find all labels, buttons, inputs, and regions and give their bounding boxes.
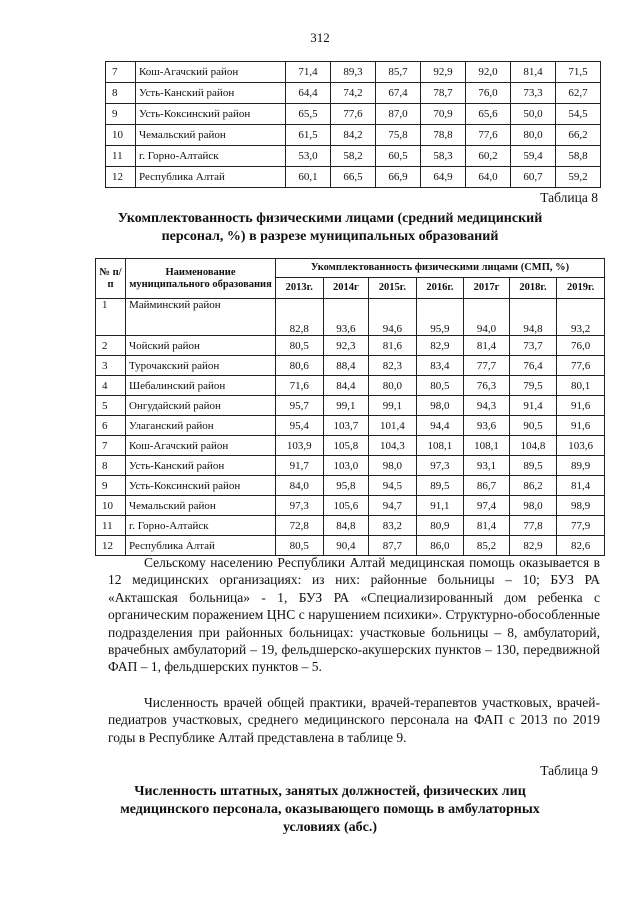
row-number: 7 [106,62,136,83]
value-cell: 80,5 [276,336,324,356]
value-cell: 94,5 [369,476,417,496]
value-cell: 50,0 [511,104,556,125]
year-header: 2019г. [557,278,605,299]
value-cell: 82,9 [509,536,557,556]
value-cell: 81,4 [557,476,605,496]
table-row [106,167,601,188]
value-cell: 105,6 [323,496,369,516]
row-number: 1 [96,299,126,336]
value-cell: 105,8 [323,436,369,456]
value-cell: 104,3 [369,436,417,456]
value-cell: 103,6 [557,436,605,456]
value-cell: 97,4 [464,496,510,516]
row-number: 4 [96,376,126,396]
municipality-name: Шебалинский район [126,376,276,396]
year-header: 2018г. [509,278,557,299]
value-cell: 97,3 [276,496,324,516]
value-cell: 74,2 [331,83,376,104]
value-cell: 58,8 [556,146,601,167]
value-cell: 82,9 [416,336,464,356]
value-cell: 108,1 [464,436,510,456]
value-cell: 94,8 [509,299,557,336]
table8-label: Таблица 8 [540,190,598,205]
value-cell: 60,2 [466,146,511,167]
value-cell: 90,5 [509,416,557,436]
value-cell: 76,4 [509,356,557,376]
value-cell: 83,2 [369,516,417,536]
value-cell: 80,1 [557,376,605,396]
value-cell: 61,5 [286,125,331,146]
table-row [96,536,605,556]
value-cell: 94,3 [464,396,510,416]
value-cell: 92,0 [466,62,511,83]
municipality-name: Усть-Канский район [136,83,286,104]
table-row [96,356,605,376]
value-cell: 71,5 [556,62,601,83]
value-cell: 72,8 [276,516,324,536]
value-cell: 86,0 [416,536,464,556]
municipality-name: Майминский район [126,299,276,336]
value-cell: 85,2 [464,536,510,556]
value-cell: 80,9 [416,516,464,536]
value-cell: 89,5 [509,456,557,476]
row-number: 6 [96,416,126,436]
table-row [106,62,601,83]
value-cell: 89,5 [416,476,464,496]
value-cell: 90,4 [323,536,369,556]
table-row [96,436,605,456]
value-cell: 99,1 [369,396,417,416]
value-cell: 94,4 [416,416,464,436]
value-cell: 70,9 [421,104,466,125]
value-cell: 67,4 [376,83,421,104]
value-cell: 71,4 [286,62,331,83]
header-group: Укомплектованность физическими лицами (СМП, %) [276,259,605,278]
value-cell: 80,5 [416,376,464,396]
header-name: Наименование муниципального образования [126,259,276,299]
value-cell: 93,6 [464,416,510,436]
value-cell: 60,7 [511,167,556,188]
header-num: № п/п [96,259,126,299]
paragraph-staff: Численность врачей общей практики, врачей-терапевтов участковых, врачей-педиатров участковых, среднего медицинского персонала на ФАП с 2013 по 2019 годы в Республике Алтай представлена в таблице 9. [108,695,600,745]
value-cell: 84,0 [276,476,324,496]
table-row [106,104,601,125]
value-cell: 77,6 [331,104,376,125]
value-cell: 82,6 [557,536,605,556]
value-cell: 80,0 [511,125,556,146]
value-cell: 80,0 [369,376,417,396]
municipality-name: Онгудайский район [126,396,276,416]
value-cell: 66,2 [556,125,601,146]
value-cell: 82,3 [369,356,417,376]
value-cell: 95,7 [276,396,324,416]
value-cell: 64,4 [286,83,331,104]
municipality-name: Чемальский район [126,496,276,516]
value-cell: 91,4 [509,396,557,416]
year-header: 2017г [464,278,510,299]
row-number: 9 [96,476,126,496]
value-cell: 78,8 [421,125,466,146]
value-cell: 85,7 [376,62,421,83]
value-cell: 53,0 [286,146,331,167]
value-cell: 91,7 [276,456,324,476]
value-cell: 94,7 [369,496,417,516]
municipality-name: Республика Алтай [136,167,286,188]
value-cell: 65,5 [286,104,331,125]
municipality-name: Кош-Агачский район [126,436,276,456]
value-cell: 79,5 [509,376,557,396]
value-cell: 91,6 [557,396,605,416]
value-cell: 108,1 [416,436,464,456]
value-cell: 76,0 [557,336,605,356]
value-cell: 89,3 [331,62,376,83]
value-cell: 91,6 [557,416,605,436]
value-cell: 101,4 [369,416,417,436]
table8-title: Укомплектованность физическими лицами (средний медицинский персонал, %) в разрезе муниципальных образований [117,211,543,244]
value-cell: 94,0 [464,299,510,336]
value-cell: 59,2 [556,167,601,188]
table-row [96,336,605,356]
value-cell: 86,7 [464,476,510,496]
value-cell: 99,1 [323,396,369,416]
value-cell: 98,9 [557,496,605,516]
row-number: 12 [96,536,126,556]
table-row [96,396,605,416]
value-cell: 80,6 [276,356,324,376]
row-number: 12 [106,167,136,188]
municipality-name: Кош-Агачский район [136,62,286,83]
value-cell: 54,5 [556,104,601,125]
value-cell: 87,7 [369,536,417,556]
value-cell: 73,3 [511,83,556,104]
row-number: 3 [96,356,126,376]
municipality-name: Усть-Коксинский район [136,104,286,125]
row-number: 7 [96,436,126,456]
value-cell: 98,0 [416,396,464,416]
value-cell: 92,9 [421,62,466,83]
value-cell: 81,4 [464,516,510,536]
municipality-name: г. Горно-Алтайск [136,146,286,167]
value-cell: 65,6 [466,104,511,125]
value-cell: 88,4 [323,356,369,376]
year-header: 2015г. [369,278,417,299]
value-cell: 94,6 [369,299,417,336]
value-cell: 83,4 [416,356,464,376]
municipality-name: Усть-Коксинский район [126,476,276,496]
value-cell: 84,4 [323,376,369,396]
table-row [96,496,605,516]
continued-table [105,61,601,188]
page-number: 312 [310,30,330,45]
municipality-name: г. Горно-Алтайск [126,516,276,536]
row-number: 10 [106,125,136,146]
value-cell: 77,6 [466,125,511,146]
value-cell: 103,0 [323,456,369,476]
table-row [96,516,605,536]
table-row [106,125,601,146]
value-cell: 66,5 [331,167,376,188]
table-row [106,146,601,167]
value-cell: 71,6 [276,376,324,396]
row-number: 11 [96,516,126,536]
value-cell: 76,0 [466,83,511,104]
value-cell: 86,2 [509,476,557,496]
value-cell: 89,9 [557,456,605,476]
value-cell: 60,1 [286,167,331,188]
row-number: 5 [96,396,126,416]
value-cell: 81,6 [369,336,417,356]
value-cell: 58,2 [331,146,376,167]
value-cell: 84,8 [323,516,369,536]
row-number: 9 [106,104,136,125]
table-row [96,376,605,396]
row-number: 8 [106,83,136,104]
year-header: 2016г. [416,278,464,299]
value-cell: 77,9 [557,516,605,536]
year-header: 2014г [323,278,369,299]
table8 [95,258,605,556]
value-cell: 64,9 [421,167,466,188]
row-number: 11 [106,146,136,167]
value-cell: 81,4 [464,336,510,356]
value-cell: 78,7 [421,83,466,104]
municipality-name: Турочакский район [126,356,276,376]
municipality-name: Чемальский район [136,125,286,146]
value-cell: 80,5 [276,536,324,556]
row-number: 10 [96,496,126,516]
table-row [96,476,605,496]
year-header: 2013г. [276,278,324,299]
row-number: 2 [96,336,126,356]
table9-title: Численность штатных, занятых должностей, физических лиц медицинского персонала, оказывающего помощь в амбулаторных условиях (абс.) [120,784,540,835]
table-row [106,83,601,104]
value-cell: 95,8 [323,476,369,496]
table9-label: Таблица 9 [540,763,598,778]
value-cell: 77,8 [509,516,557,536]
value-cell: 98,0 [369,456,417,476]
value-cell: 95,9 [416,299,464,336]
paragraph-rural-care: Сельскому населению Республики Алтай медицинская помощь оказывается в 12 медицинских организациях: из них: районные больницы – 10; БУЗ РА «Акташская больница» - 1, БУЗ РА «Специализированный дом ребенка с органическим поражением ЦНС с нарушением психики». Структурно-обособленные подразделения при районных больницах: участковые больницы – 8, амбулаторий, врачебных амбулаторий – 19, фельдшерско-акушерских пунктов – 130, передвижной ФАП – 1, фельдшерских пунктов – 5. [108,555,600,675]
value-cell: 59,4 [511,146,556,167]
value-cell: 93,2 [557,299,605,336]
value-cell: 92,3 [323,336,369,356]
value-cell: 104,8 [509,436,557,456]
municipality-name: Усть-Канский район [126,456,276,476]
value-cell: 84,2 [331,125,376,146]
table-row [96,416,605,436]
value-cell: 87,0 [376,104,421,125]
municipality-name: Республика Алтай [126,536,276,556]
value-cell: 98,0 [509,496,557,516]
value-cell: 103,7 [323,416,369,436]
value-cell: 103,9 [276,436,324,456]
value-cell: 62,7 [556,83,601,104]
table-row [96,456,605,476]
value-cell: 95,4 [276,416,324,436]
value-cell: 66,9 [376,167,421,188]
value-cell: 58,3 [421,146,466,167]
value-cell: 93,6 [323,299,369,336]
value-cell: 93,1 [464,456,510,476]
value-cell: 60,5 [376,146,421,167]
value-cell: 81,4 [511,62,556,83]
municipality-name: Чойский район [126,336,276,356]
value-cell: 64,0 [466,167,511,188]
row-number: 8 [96,456,126,476]
value-cell: 75,8 [376,125,421,146]
value-cell: 97,3 [416,456,464,476]
municipality-name: Улаганский район [126,416,276,436]
value-cell: 77,7 [464,356,510,376]
value-cell: 91,1 [416,496,464,516]
value-cell: 82,8 [276,299,324,336]
table-row [96,299,605,336]
value-cell: 77,6 [557,356,605,376]
value-cell: 73,7 [509,336,557,356]
value-cell: 76,3 [464,376,510,396]
